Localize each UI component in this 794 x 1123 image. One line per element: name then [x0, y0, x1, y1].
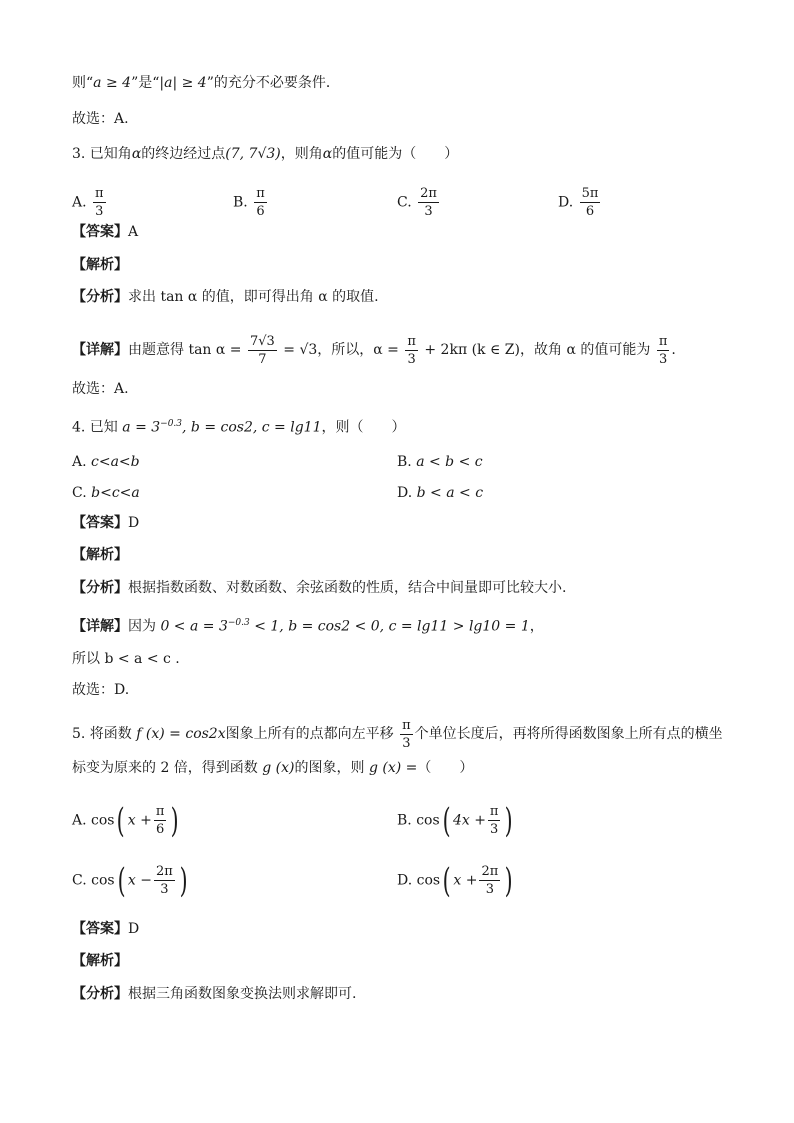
- denominator: 7: [258, 351, 267, 367]
- option-label: A.: [72, 812, 87, 829]
- q3-option-a: [72, 185, 108, 220]
- condition-2: |a| ≥ 4: [159, 75, 207, 91]
- numerator: 2π: [420, 186, 437, 201]
- denominator: 3: [658, 351, 668, 367]
- answer-tag: 【答案】: [72, 515, 128, 531]
- fraction: [154, 863, 175, 898]
- numerator: π: [489, 804, 499, 819]
- point-coordinates: (7, 7√3): [225, 146, 281, 162]
- q3-option-d: [558, 185, 602, 220]
- answer-value: D: [128, 515, 140, 531]
- denominator: 3: [485, 882, 494, 897]
- fraction: [248, 333, 277, 368]
- fenxi-tag: 【分析】: [72, 986, 128, 1002]
- answer-value: D: [128, 921, 140, 937]
- q5-stem-line2: [72, 758, 473, 778]
- option-text: c<a<b: [91, 454, 140, 470]
- numerator: 2π: [155, 864, 173, 879]
- expression: x +: [127, 812, 152, 829]
- text: + 2kπ (k ∈ Z): [424, 342, 520, 358]
- text: 的图象，则: [294, 760, 365, 776]
- numerator: π: [402, 717, 411, 733]
- denominator: 6: [155, 822, 165, 837]
- fraction: [418, 185, 439, 220]
- xiangjie-tag: 【详解】: [72, 618, 128, 635]
- q5-analysis-tag: [72, 951, 128, 971]
- q4-conclude: 所以 b < a < c .: [72, 651, 180, 667]
- alpha-symbol: α: [131, 146, 142, 162]
- option-label: B.: [397, 812, 412, 829]
- numerator: 7√3: [249, 333, 275, 349]
- answer-tag: 【答案】: [72, 224, 128, 240]
- expression: x −: [127, 872, 152, 889]
- numerator: π: [256, 186, 265, 201]
- text: = √3: [283, 342, 318, 358]
- expression: a = 3: [122, 419, 161, 436]
- numerator: π: [155, 804, 165, 819]
- cos: cos: [91, 872, 115, 889]
- q4-choose: 故选：D.: [72, 682, 130, 698]
- q4-xiangjie: [72, 613, 544, 637]
- denominator: 3: [407, 351, 416, 367]
- q5-answer: [72, 919, 139, 939]
- option-label: C.: [72, 485, 87, 501]
- q5-stem-line1: [72, 712, 723, 756]
- numerator: 2π: [481, 864, 499, 879]
- q3-option-b: [233, 185, 269, 220]
- q5-option-a: A. cos( x + $\frac{\pi}{6}$ ): [72, 800, 179, 841]
- q5-option-d: D. cos( x + $\frac{2\pi}{3}$ ): [397, 860, 513, 901]
- text: 的终边经过点: [141, 146, 226, 162]
- fraction: [93, 185, 106, 220]
- function-f: f (x) = cos2x: [136, 726, 226, 742]
- fenxi-text: 求出 tan α 的值，即可得出角 α 的取值.: [128, 289, 379, 305]
- text: 的值可能为（ ）: [332, 146, 459, 162]
- text: 由题意得 tan α =: [128, 342, 242, 358]
- exponent: −0.3: [160, 419, 183, 429]
- denominator: 3: [402, 735, 411, 751]
- numerator: π: [407, 333, 416, 349]
- text: ，: [529, 618, 544, 635]
- q4-option-c: [72, 483, 140, 503]
- numerator: 5π: [581, 186, 599, 201]
- expression: x +: [453, 872, 478, 889]
- text: ”是“: [131, 75, 160, 91]
- text: 标变为原来的 2 倍，得到函数: [72, 760, 258, 776]
- analysis-tag: 【解析】: [72, 953, 128, 969]
- denominator: 6: [585, 204, 595, 219]
- option-label: A.: [72, 454, 87, 470]
- option-text: a < b < c: [416, 454, 483, 470]
- xiangjie-tag: 【详解】: [72, 342, 128, 358]
- q5-fenxi: [72, 984, 356, 1004]
- fraction: [400, 717, 413, 752]
- q3-fenxi: [72, 287, 379, 307]
- denominator: 3: [160, 882, 169, 897]
- denominator: 3: [424, 204, 433, 219]
- text: 因为: [128, 618, 156, 635]
- option-label: D.: [397, 872, 413, 889]
- prev-conclusion: [72, 73, 340, 93]
- expression: 0 < a = 3: [160, 618, 228, 635]
- analysis-tag: 【解析】: [72, 547, 128, 563]
- text: ，则角: [280, 146, 323, 162]
- cos: cos: [416, 872, 441, 889]
- expression: < 1, b = cos2 < 0, c = lg11 > lg10 = 1: [249, 618, 530, 635]
- text: 4. 已知: [72, 419, 118, 436]
- option-label: A.: [72, 194, 87, 211]
- cos: cos: [416, 812, 440, 829]
- text: 个单位长度后，再将所得函数图象上所有点的横坐: [414, 726, 723, 742]
- q4-option-d: [397, 483, 483, 503]
- fenxi-tag: 【分析】: [72, 580, 128, 596]
- text: ”的充分不必要条件．: [206, 75, 340, 91]
- q4-fenxi: [72, 578, 566, 598]
- q4-analysis-tag: [72, 545, 128, 565]
- q4-option-a: [72, 452, 140, 472]
- answer-tag: 【答案】: [72, 921, 128, 937]
- text: 3. 已知角: [72, 146, 132, 162]
- fraction: [254, 185, 267, 220]
- q3-xiangjie: 【详解】由题意得 tan α = $\frac{7√3}{7}$ = √3，所以，α = $\frac{\pi}{3}$ + 2kπ (k ∈ Z)，故角 α 的值可能为 $\frac{\pi}{3}$ .: [72, 333, 676, 367]
- q4-answer: [72, 513, 139, 533]
- fenxi-tag: 【分析】: [72, 289, 128, 305]
- numerator: π: [658, 333, 668, 349]
- fenxi-text: 根据指数函数、对数函数、余弦函数的性质，结合中间量即可比较大小.: [128, 580, 567, 596]
- fraction: [657, 333, 670, 368]
- q3-analysis-tag: [72, 255, 128, 275]
- denominator: 3: [95, 204, 104, 219]
- condition-1: a ≥ 4: [93, 75, 132, 91]
- option-label: C.: [397, 194, 412, 211]
- q4-option-b: [397, 452, 483, 472]
- fraction: [580, 185, 601, 220]
- cos: cos: [91, 812, 115, 829]
- prev-choose: 故选：A.: [72, 111, 129, 127]
- option-label: C.: [72, 872, 87, 889]
- numerator: π: [95, 186, 104, 201]
- option-label: D.: [397, 485, 413, 501]
- q4-stem: [72, 414, 406, 438]
- q5-option-c: C. cos( x − $\frac{2\pi}{3}$ ): [72, 860, 188, 901]
- function-g: g (x): [262, 760, 295, 776]
- fraction: [405, 333, 418, 368]
- q3-option-c: [397, 185, 441, 220]
- fraction: [479, 863, 500, 898]
- q3-stem: [72, 144, 458, 164]
- option-label: D.: [558, 194, 574, 211]
- fraction: [154, 803, 167, 838]
- text: ，则（ ）: [321, 419, 406, 436]
- analysis-tag: 【解析】: [72, 257, 128, 273]
- q5-option-b: B. cos( 4x + $\frac{\pi}{3}$ ): [397, 800, 514, 841]
- expression: , b = cos2, c = lg11: [182, 419, 322, 436]
- denominator: 6: [256, 204, 265, 219]
- text: 则“: [72, 75, 94, 91]
- text: ，所以，α =: [317, 342, 399, 358]
- alpha-symbol: α: [322, 146, 333, 162]
- denominator: 3: [490, 822, 499, 837]
- q3-choose: 故选：A.: [72, 381, 129, 397]
- text: 图象上所有的点都向左平移: [225, 726, 394, 742]
- text: ，故角 α 的值可能为: [520, 342, 651, 358]
- option-label: B.: [397, 454, 412, 470]
- exponent: −0.3: [227, 618, 250, 628]
- text: （ ）: [417, 760, 474, 776]
- q3-answer: [72, 222, 138, 242]
- fraction: [488, 803, 501, 838]
- text: 5. 将函数: [72, 726, 132, 742]
- expression: 4x +: [452, 812, 486, 829]
- fenxi-text: 根据三角函数图象变换法则求解即可.: [128, 986, 357, 1002]
- function-g: g (x) =: [368, 760, 418, 776]
- option-label: B.: [233, 194, 248, 211]
- answer-value: A: [128, 224, 139, 240]
- option-text: b<c<a: [91, 485, 140, 501]
- option-text: b < a < c: [416, 485, 484, 501]
